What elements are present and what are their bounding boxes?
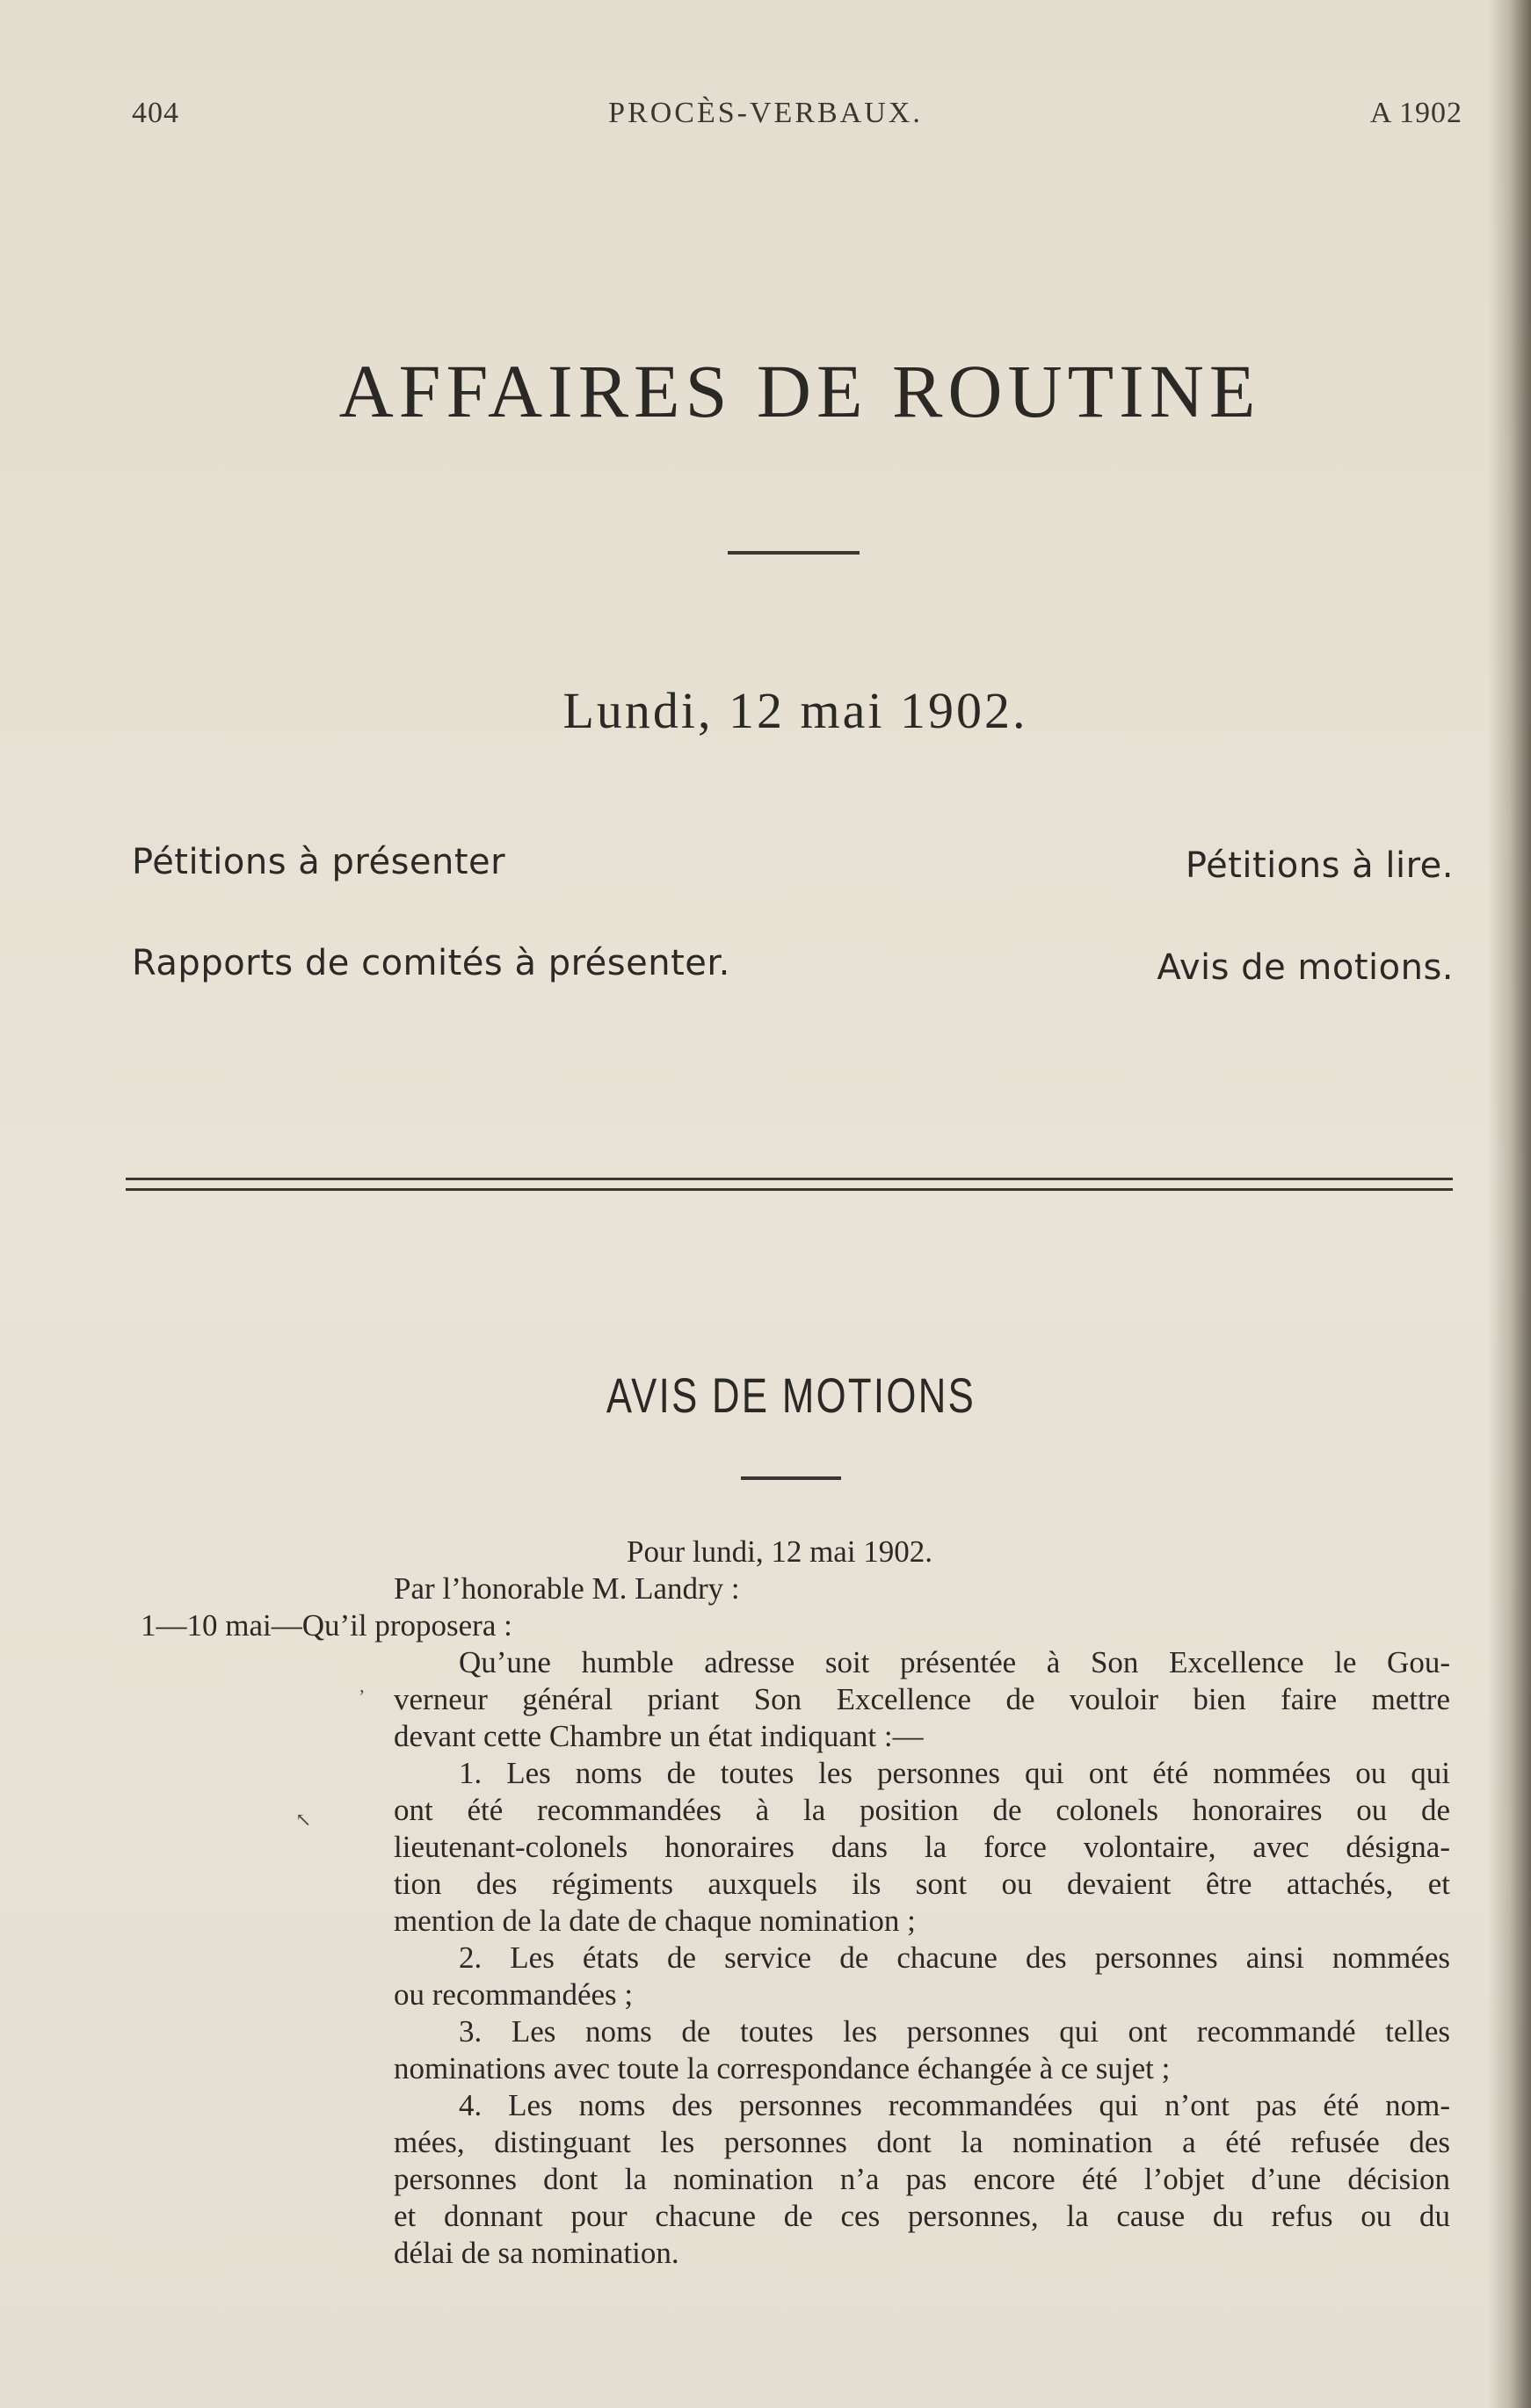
motion-point-line: 2. Les états de service de chacune des personnes ainsi nommées <box>459 1940 1450 1975</box>
section-divider-bottom <box>126 1188 1453 1191</box>
motion-point-line: lieutenant-colonels honoraires dans la force volontaire, avec désigna- <box>394 1830 1450 1864</box>
running-year: A 1902 <box>1369 97 1462 129</box>
section-title: AVIS DE MOTIONS <box>606 1367 976 1423</box>
motion-intro-line: Qu’une humble adresse soit présentée à Son Excellence le Gou- <box>459 1645 1450 1679</box>
motion-point-line: délai de sa nomination. <box>394 2236 679 2270</box>
motion-intro-line: verneur général priant Son Excellence de vouloir bien faire mettre <box>394 1682 1450 1716</box>
motion-intro-line: devant cette Chambre un état indiquant :— <box>394 1719 924 1753</box>
motion-point-line: ou recommandées ; <box>394 1977 634 2012</box>
order-item-petitions-read: Pétitions à lire. <box>1185 845 1454 886</box>
order-item-notices-of-motion: Avis de motions. <box>1157 947 1454 988</box>
order-item-committee-reports: Rapports de comités à présenter. <box>132 943 730 983</box>
order-item-petitions-present: Pétitions à présenter <box>132 842 506 882</box>
page-number: 404 <box>132 97 179 129</box>
section-divider-top <box>126 1178 1453 1180</box>
motion-point-line: personnes dont la nomination n’a pas encore été l’objet d’une décision <box>394 2162 1450 2196</box>
motion-point-line: 1. Les noms de toutes les personnes qui ont été nommées ou qui <box>459 1756 1450 1790</box>
motion-point-line: 3. Les noms de toutes les personnes qui ont recommandé telles <box>459 2014 1450 2049</box>
motion-point-line: ont été recommandées à la position de colonels honoraires ou de <box>394 1793 1450 1827</box>
motion-point-line: mention de la date de chaque nomination ; <box>394 1904 916 1938</box>
session-date: Lundi, 12 mai 1902. <box>562 682 1028 739</box>
motion-point-line: 4. Les noms des personnes recommandées qui n’ont pas été nom- <box>459 2088 1450 2122</box>
motion-point-line: nominations avec toute la correspondance échangée à ce sujet ; <box>394 2051 1171 2085</box>
running-title: PROCÈS-VERBAUX. <box>608 97 923 129</box>
page-title: AFFAIRES DE ROUTINE <box>338 349 1261 433</box>
margin-mark: ʼ <box>359 1686 366 1708</box>
section-rule <box>741 1476 841 1480</box>
notice-mover: Par l’honorable M. Landry : <box>394 1571 740 1606</box>
margin-mark: ↖ <box>295 1809 312 1831</box>
motion-point-line: mées, distinguant les personnes dont la nomination a été refusée des <box>394 2125 1450 2159</box>
motion-point-line: tion des régiments auxquels ils sont ou devaient être attachés, et <box>394 1867 1450 1901</box>
motion-point-line: et donnant pour chacune de ces personnes, la cause du refus ou du <box>394 2199 1450 2233</box>
notice-date: Pour lundi, 12 mai 1902. <box>627 1534 933 1569</box>
title-rule <box>728 551 860 555</box>
notice-item-number: 1—10 mai—Qu’il proposera : <box>141 1608 512 1643</box>
motion-text <box>394 1644 1450 2272</box>
